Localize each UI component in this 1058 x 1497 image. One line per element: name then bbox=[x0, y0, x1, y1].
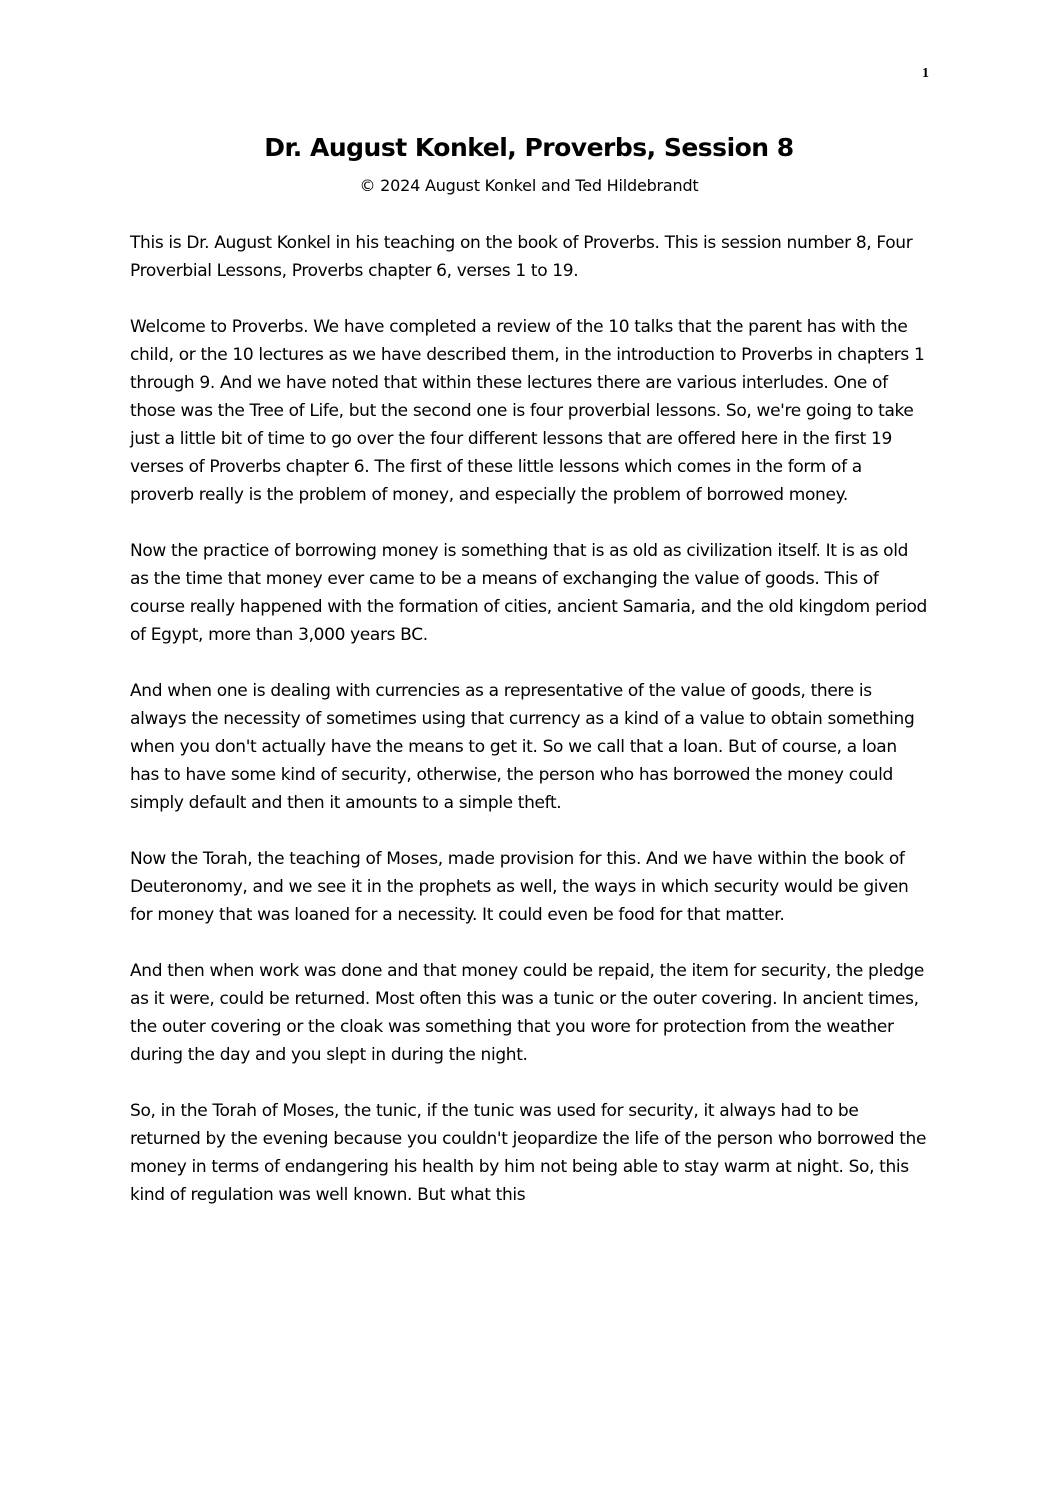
paragraph: And then when work was done and that money could be repaid, the item for security, the pledge as it were, could be returned. Most often this was a tunic or the outer covering. In ancient times, the outer covering or the cloak was something that you wore for protection from the weather during the day and you slept in during the night. bbox=[130, 961, 924, 1065]
paragraph: Now the practice of borrowing money is something that is as old as civilization itself. It is as old as the time that money ever came to be a means of exchanging the value of goods. This of course really happened with the formation of cities, ancient Samaria, and the old kingdom period of Egypt, more than 3,000 years BC. bbox=[130, 541, 928, 645]
paragraph: Now the Torah, the teaching of Moses, made provision for this. And we have within the book of Deuteronomy, and we see it in the prophets as well, the ways in which security would be given for money that was loaned for a necessity. It could even be food for that matter. bbox=[130, 849, 909, 925]
paragraph: And when one is dealing with currencies as a representative of the value of goods, there is always the necessity of sometimes using that currency as a kind of a value to obtain something when you don't actually have the means to get it. So we call that a loan. But of course, a loan has to have some kind of security, otherwise, the person who has borrowed the money could simply default and then it amounts to a simple theft. bbox=[130, 681, 915, 813]
page-number: 1 bbox=[922, 66, 929, 81]
paragraph: This is Dr. August Konkel in his teaching on the book of Proverbs. This is session number 8, Four Proverbial Lessons, Proverbs chapter 6, verses 1 to 19. bbox=[130, 233, 913, 281]
paragraph: Welcome to Proverbs. We have completed a review of the 10 talks that the parent has with the child, or the 10 lectures as we have described them, in the introduction to Proverbs in chapters 1 through 9. And we have noted that within these lectures there are various interludes. One of those was the Tree of Life, but the second one is four proverbial lessons. So, we're going to take just a little bit of time to go over the four different lessons that are offered here in the first 19 verses of Proverbs chapter 6. The first of these little lessons which comes in the form of a proverb really is the problem of money, and especially the problem of borrowed money. bbox=[130, 317, 925, 505]
copyright-line: © 2024 August Konkel and Ted Hildebrandt bbox=[359, 176, 699, 195]
document-body bbox=[130, 229, 930, 1237]
document-title: Dr. August Konkel, Proverbs, Session 8 bbox=[264, 133, 794, 162]
paragraph: So, in the Torah of Moses, the tunic, if the tunic was used for security, it always had to be returned by the evening because you couldn't jeopardize the life of the person who borrowed the money in terms of endangering his health by him not being able to stay warm at night. So, this kind of regulation was well known. But what this bbox=[130, 1101, 927, 1205]
